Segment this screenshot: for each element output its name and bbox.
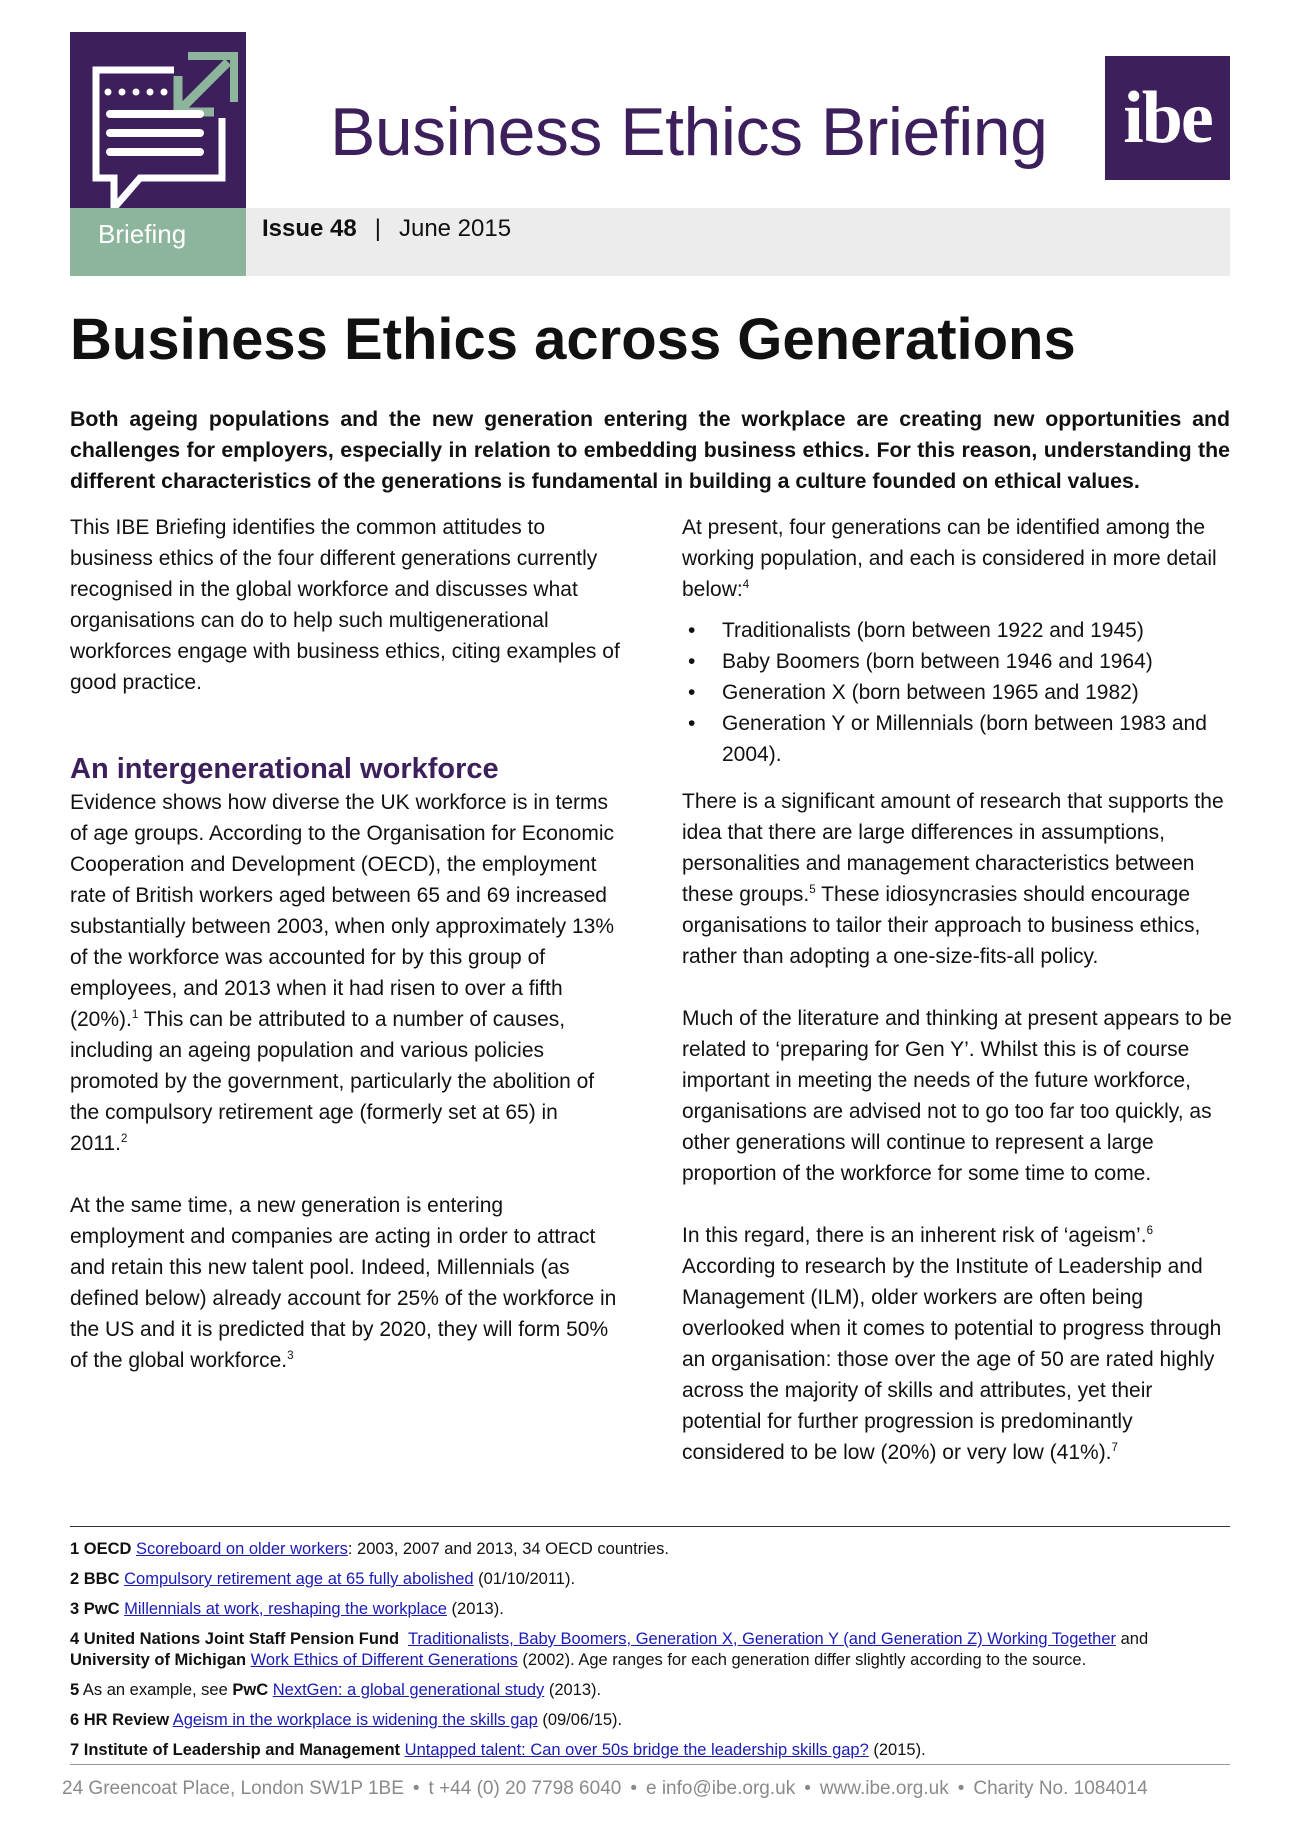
list-item: • Generation Y or Millennials (born between 1983 and 2004). <box>682 708 1237 770</box>
footnote-text: (2002). Age ranges for each generation differ slightly according to the source. <box>517 1651 1087 1669</box>
footnote-text: (01/10/2011). <box>473 1570 576 1588</box>
footnote-ref[interactable]: 3 <box>287 1350 294 1362</box>
footnote-5 <box>70 1680 1230 1701</box>
footer-bullet: • <box>957 1778 965 1799</box>
paragraph-text: At the same time, a new generation is entering employment and companies are acting in order to attract and retain this new talent pool. Indeed, Millennials (as defined below) already account for 25% of the workforce in the US and it is predicted that by 2020, they will form 50% of the global workforce. <box>70 1194 617 1372</box>
footnote-link[interactable]: Work Ethics of Different Generations <box>250 1651 518 1669</box>
footnote-link[interactable]: Compulsory retirement age at 65 fully abolished <box>124 1570 474 1588</box>
issue-bar <box>246 208 1230 276</box>
footnote-source: 6 HR Review <box>70 1711 170 1729</box>
paragraph-text: At present, four generations can be identified among the working population, and each is considered in more detail below: <box>682 516 1217 601</box>
footnote-source: University of Michigan <box>70 1651 247 1669</box>
footnote-ref[interactable]: 2 <box>121 1133 128 1145</box>
footnote-ref[interactable]: 1 <box>131 1009 139 1021</box>
body-paragraph: Much of the literature and thinking at present appears to be related to ‘preparing for Gen Y’. Whilst this is of course important in meeting the needs of the future workforce, organisations are advised not to go too far too quickly, as other generations will continue to represent a large proportion of the workforce for some time to come. <box>682 1007 1232 1185</box>
footnote-link[interactable]: Untapped talent: Can over 50s bridge the leadership skills gap? <box>404 1741 869 1759</box>
briefing-logo <box>70 32 246 208</box>
footnote-text: (2015). <box>868 1741 926 1759</box>
footnote-7 <box>70 1740 1230 1761</box>
list-item: • Traditionalists (born between 1922 and 1945) <box>682 615 1237 646</box>
footer-bullet: • <box>630 1778 637 1799</box>
intro-paragraph: This IBE Briefing identifies the common attitudes to business ethics of the four different generations currently recognised in the global workforce and discusses what organisations can do to help such multigenerational workforces engage with business ethics, citing examples of good practice. <box>70 516 620 694</box>
footnote-source: 1 OECD <box>70 1540 132 1558</box>
footnote-divider <box>70 1526 1230 1527</box>
footnote-source: 2 BBC <box>70 1570 120 1588</box>
paragraph-text: This can be attributed to a number of causes, including an ageing population and various policies promoted by the government, particularly the abolition of the compulsory retirement age (formerly set at 65) in 2011. <box>70 1008 595 1155</box>
paragraph-text: These idiosyncrasies should encourage organisations to tailor their approach to business ethics, rather than adopting a one-size-fits-all policy. <box>682 883 1201 968</box>
paragraph-text: In this regard, there is an inherent risk of ‘ageism’. <box>682 1224 1147 1247</box>
section-heading: An intergenerational workforce <box>70 753 499 785</box>
footer-bullet: • <box>804 1778 811 1799</box>
footnotes <box>70 1539 1230 1770</box>
list-item: • Baby Boomers (born between 1946 and 1964) <box>682 646 1237 677</box>
footer-address: 24 Greencoat Place, London SW1P 1BE <box>62 1778 404 1799</box>
footnote-link[interactable]: NextGen: a global generational study <box>272 1681 545 1699</box>
footnote-link[interactable]: Ageism in the workplace is widening the skills gap <box>172 1711 538 1729</box>
footnote-text: and <box>1116 1630 1149 1648</box>
paragraph-text: Evidence shows how diverse the UK workforce is in terms of age groups. According to the Organisation for Economic Cooperation and Development (OECD), the employment rate of British workers aged between 65 and 69 increased substantially between 2003, when only approximately 13% of the workforce was accounted for by this group of employees, and 2013 when it had risen to over a fifth (20%). <box>70 791 615 1031</box>
footnote-4 <box>70 1629 1230 1671</box>
footnote-source: PwC <box>232 1681 269 1699</box>
footer-bullet: • <box>412 1778 420 1799</box>
paragraph-text: According to research by the Institute of Leadership and Management (ILM), older workers are often being overlooked when it comes to potential to progress through an organisation: those over the age of 50 are rated highly across the majority of skills and attributes, yet their potential for further progression is predominantly considered to be low (20%) or very low (41%). <box>682 1255 1222 1464</box>
footnote-source: 3 PwC <box>70 1600 120 1618</box>
body-paragraph <box>70 787 620 1159</box>
masthead-title: Business Ethics Briefing <box>330 94 1048 170</box>
footer-charity: Charity No. 1084014 <box>973 1778 1148 1799</box>
body-paragraph <box>682 1220 1237 1468</box>
page-footer <box>62 1776 1238 1802</box>
footnote-link[interactable]: Millennials at work, reshaping the workplace <box>124 1600 447 1618</box>
paragraph-text: There is a significant amount of research that supports the idea that there are large differences in assumptions, personalities and management characteristics between these groups. <box>682 790 1224 906</box>
footnote-link[interactable]: Scoreboard on older workers <box>136 1540 348 1558</box>
footnote-text: (09/06/15). <box>537 1711 623 1729</box>
footnote-ref[interactable]: 4 <box>742 579 750 591</box>
left-column <box>70 512 620 1376</box>
briefing-tab: Briefing <box>70 208 246 276</box>
footnote-text: (2013). <box>544 1681 602 1699</box>
footnote-6 <box>70 1710 1230 1731</box>
body-paragraph <box>682 786 1237 972</box>
footnote-text: As an example, see <box>79 1681 233 1699</box>
ibe-logo: ibe <box>1105 56 1230 180</box>
page-title: Business Ethics across Generations <box>70 307 1076 372</box>
footnote-3 <box>70 1599 1230 1620</box>
issue-separator: | <box>374 215 381 242</box>
footnote-link[interactable]: Traditionalists, Baby Boomers, Generation X, Generation Y (and Generation Z) Working Together <box>407 1630 1117 1648</box>
speech-bubble-download-icon <box>70 32 246 208</box>
footer-phone: t +44 (0) 20 7798 6040 <box>428 1778 622 1799</box>
lead-paragraph: Both ageing populations and the new generation entering the workplace are creating new opportunities and challenges for employers, especially in relation to embedding business ethics. For this reason, understanding the different characteristics of the generations is fundamental in building a culture founded on ethical values. <box>70 407 1230 493</box>
footnote-source: 5 <box>70 1681 80 1699</box>
footnote-ref[interactable]: 6 <box>1146 1225 1153 1237</box>
footer-email[interactable]: e info@ibe.org.uk <box>645 1778 796 1799</box>
issue-date: June 2015 <box>398 215 512 242</box>
footnote-ref[interactable]: 7 <box>1111 1442 1118 1454</box>
footnote-2 <box>70 1569 1230 1590</box>
footnote-source: 4 United Nations Joint Staff Pension Fund <box>70 1630 400 1648</box>
footnote-ref[interactable]: 5 <box>809 884 816 896</box>
body-paragraph <box>70 1190 620 1376</box>
footnote-source: 7 Institute of Leadership and Management <box>70 1741 401 1759</box>
footnote-1 <box>70 1539 1230 1560</box>
footnote-text: (2013). <box>446 1600 504 1618</box>
issue-number: Issue 48 <box>262 215 357 242</box>
footer-divider <box>70 1764 1230 1765</box>
footer-website[interactable]: www.ibe.org.uk <box>819 1778 949 1799</box>
generations-list <box>682 615 1237 770</box>
intro-paragraph <box>682 512 1237 605</box>
list-item: • Generation X (born between 1965 and 1982) <box>682 677 1237 708</box>
footnote-text: : 2003, 2007 and 2013, 34 OECD countries. <box>347 1540 669 1558</box>
right-column <box>682 512 1237 1468</box>
